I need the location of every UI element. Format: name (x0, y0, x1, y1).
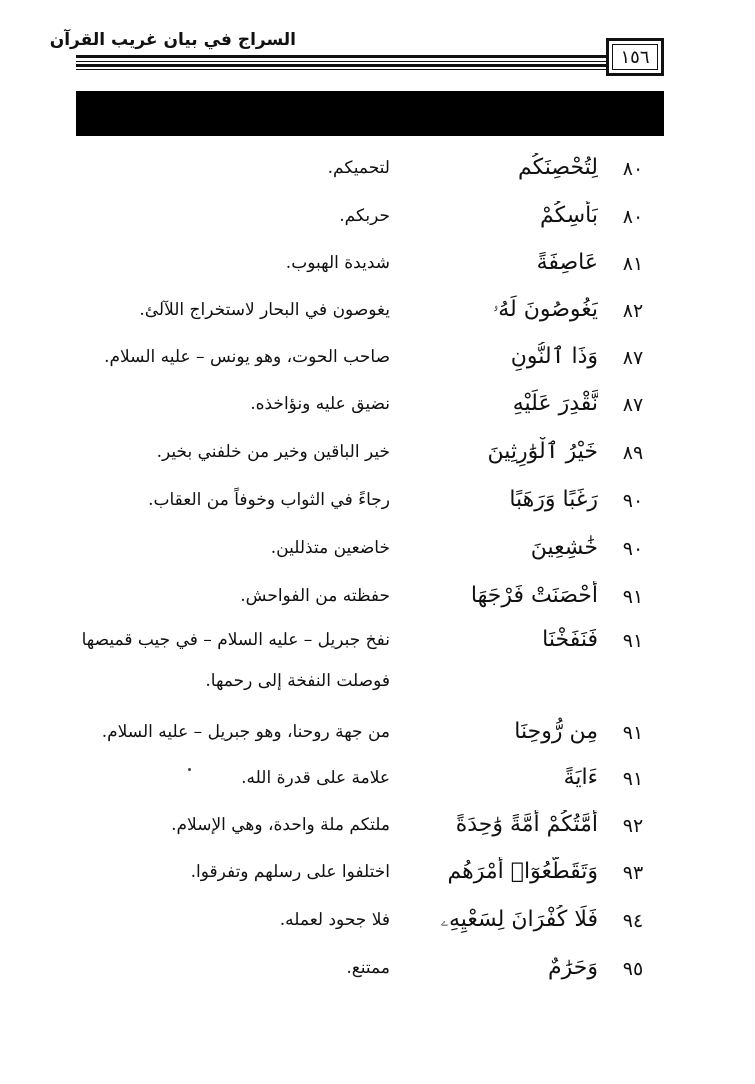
word-meaning: نضيق عليه ونؤاخذه. (250, 394, 390, 414)
word-meaning: خاضعين متذللين. (270, 538, 390, 558)
word-meaning: صاحب الحوت، وهو يونس – عليه السلام. (104, 347, 390, 367)
verse-number: ٩٤ (622, 910, 644, 932)
word-meaning: ملتكم ملة واحدة، وهي الإسلام. (171, 815, 390, 835)
verse-number: ٩٣ (622, 862, 644, 884)
verse-number: ٨٧ (622, 347, 644, 369)
verse-number: ٨٠ (622, 158, 644, 180)
quran-word: فَنَفَخْنَا (542, 627, 598, 652)
word-meaning: شديدة الهبوب. (285, 253, 390, 273)
verse-number: ٩١ (622, 722, 644, 744)
word-meaning: لتحميكم. (327, 158, 390, 178)
word-meaning: حربكم. (339, 206, 390, 226)
quran-word: عَاصِفَةً (536, 250, 598, 275)
quran-word: أَحْصَنَتْ فَرْجَهَا (470, 583, 598, 608)
verse-number: ٨١ (622, 253, 644, 275)
verse-number: ٩١ (622, 586, 644, 608)
word-meaning: يغوصون في البحار لاستخراج اللآلئ. (139, 300, 390, 320)
verse-number: ٩٥ (622, 958, 644, 980)
verse-number: ٨٧ (622, 394, 644, 416)
word-meaning: خير الباقين وخير من خلفني بخير. (156, 442, 390, 462)
verse-number: ٩٠ (622, 490, 644, 512)
quran-word: فَلَا كُفْرَانَ لِسَعْيِهِۦ (440, 907, 598, 932)
quran-word: خَٰشِعِينَ (530, 535, 598, 560)
word-meaning: اختلفوا على رسلهم وتفرقوا. (190, 862, 390, 882)
page-number: ١٥٦ (612, 44, 658, 70)
quran-word: أُمَّتُكُمْ أُمَّةً وَٰحِدَةً (455, 812, 598, 837)
word-meaning: فلا جحود لعمله. (279, 910, 390, 930)
header-rule (76, 61, 606, 62)
verse-number: ٩٢ (622, 815, 644, 837)
verse-number: ٩١ (622, 630, 644, 652)
verse-number: ٨٠ (622, 206, 644, 228)
verse-number: ٨٢ (622, 300, 644, 322)
quran-word: وَذَا ٱلنُّونِ (510, 344, 598, 369)
word-meaning: حفظته من الفواحش. (240, 586, 390, 606)
word-meaning: رجاءً في الثواب وخوفاً من العقاب. (148, 490, 390, 510)
quran-word: وَتَقَطَّعُوٓا۟ أَمْرَهُم (447, 859, 598, 884)
quran-word: لِتُحْصِنَكُم (517, 155, 598, 180)
quran-word: خَيْرُ ٱلْوَٰرِثِينَ (487, 439, 598, 464)
surah-heading-bar (76, 91, 664, 136)
verse-number: ٩١ (622, 768, 644, 790)
header-rule (76, 69, 606, 70)
verse-number: ٨٩ (622, 442, 644, 464)
header-rule (76, 55, 606, 58)
quran-word: مِن رُّوحِنَا (514, 719, 598, 744)
quran-word: وَحَرَٰمٌ (548, 955, 598, 980)
page-number-box (606, 38, 664, 76)
word-meaning: من جهة روحنا، وهو جبريل – عليه السلام. (101, 722, 390, 742)
quran-word: ءَايَةً (563, 765, 598, 790)
header-rule (76, 64, 606, 67)
quran-word: رَغَبًا وَرَهَبًا (509, 487, 598, 512)
quran-word: بَأْسِكُمْ (539, 203, 598, 228)
word-meaning: علامة على قدرة الله. (241, 768, 390, 788)
book-title: السراج في بيان غريب القرآن (49, 30, 296, 50)
word-meaning: نفخ جبريل – عليه السلام – في جيب قميصها فوصلت النفخة إلى رحمها. (81, 630, 390, 691)
word-meaning: ممتنع. (346, 958, 390, 978)
verse-number: ٩٠ (622, 538, 644, 560)
quran-word: يَغُوصُونَ لَهُۥ (492, 297, 598, 322)
quran-word: نَّقْدِرَ عَلَيْهِ (512, 391, 598, 416)
